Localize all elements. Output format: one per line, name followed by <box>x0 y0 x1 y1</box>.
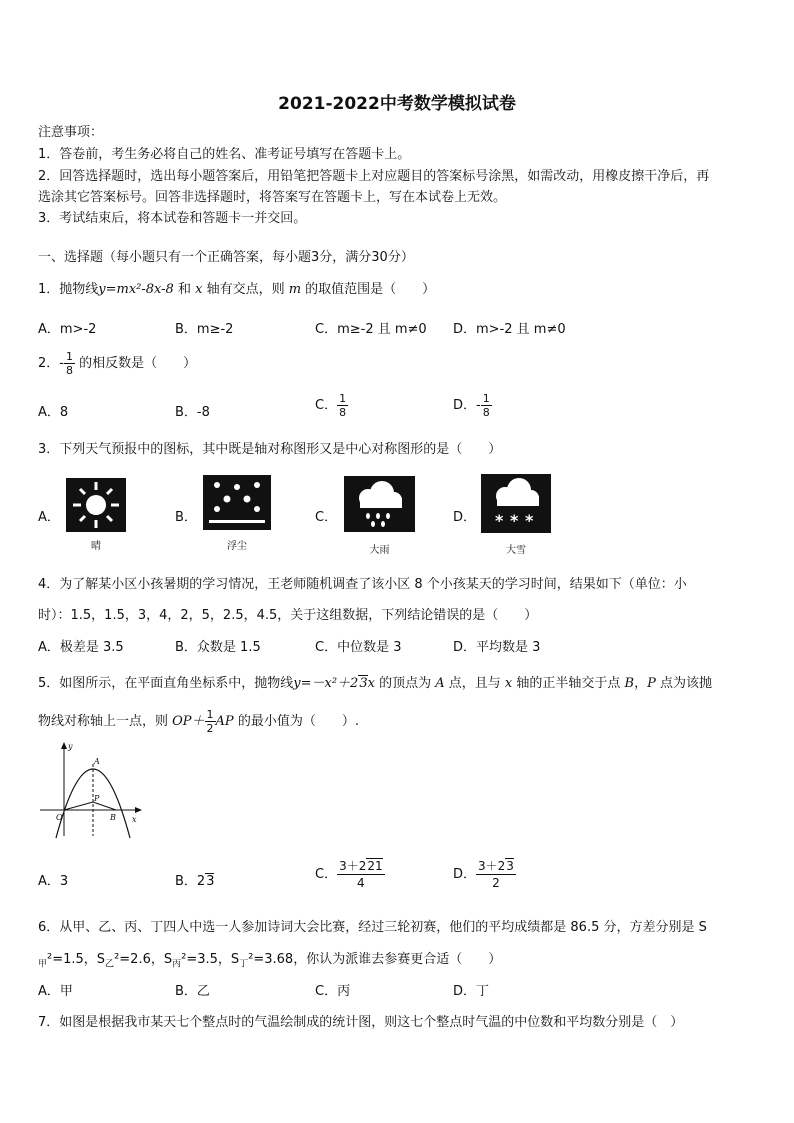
q5-option-d: D． $\frac{3+23}{2}$ <box>453 859 514 890</box>
graph-o-label: O <box>56 813 63 822</box>
notice-heading: 注意事项： <box>38 125 104 140</box>
notice-line-1: 1．答卷前，考生务必将自己的姓名、准考证号填写在答题卡上。 <box>38 147 411 162</box>
q2-option-a: A．8 <box>38 405 69 420</box>
sun-icon <box>66 478 126 532</box>
graph-p-label: P <box>94 794 100 803</box>
question-6-line-2: $_甲$²=1.5，$S_乙^2=2.6$，$S_丙^2=3.5$，$S_丁^2=3.68$，你认为派谁去参赛更合适（ ） <box>38 952 502 970</box>
q2-option-b: B．-8 <box>175 405 210 420</box>
q1-text-c: 轴有交点，则 <box>202 282 289 297</box>
notice-line-3: 选涂其它答案标号。回答非选择题时，将答案写在答题卡上，写在本试卷上无效。 <box>38 190 507 205</box>
question-5-line-1: 5．如图所示，在平面直角坐标系中，抛物线y=－x²＋23x 的顶点为 A 点，且与 x 轴的正半轴交于点 B，P 点为该抛 <box>38 676 712 691</box>
notice-line-4: 3．考试结束后，将本试卷和答题卡一并交回。 <box>38 211 307 226</box>
q3-caption-d: 大雪 <box>506 545 526 556</box>
svg-text:*: * <box>525 511 534 530</box>
q1-formula: y=mx²-8x-8 <box>98 282 174 297</box>
question-3: 3．下列天气预报中的图标，其中既是轴对称图形又是中心对称图形的是（ ） <box>38 442 502 457</box>
graph-b-label: B <box>110 813 116 822</box>
svg-text:*: * <box>510 511 519 530</box>
parabola-graph <box>36 740 146 840</box>
q5-option-a: A．3 <box>38 874 69 889</box>
q1-option-a: A．m>-2 <box>38 322 97 337</box>
notice-line-2: 2．回答选择题时，选出每小题答案后，用铅笔把答题卡上对应题目的答案标号涂黑，如需改动，用橡皮擦干净后，再 <box>38 169 710 184</box>
q3-option-b: B． <box>175 510 197 525</box>
graph-a-label: A <box>94 757 100 766</box>
q2-fraction: $\frac{1}{8}$ <box>65 350 73 377</box>
q4-option-b: B．众数是 1.5 <box>175 640 261 655</box>
q3-caption-b: 浮尘 <box>227 541 247 552</box>
q3-option-d: D． <box>453 510 477 525</box>
q2-option-c: C． $\frac{1}{8}$ <box>315 392 347 419</box>
graph-y-label: y <box>68 742 73 751</box>
q4-option-a: A．极差是 3.5 <box>38 640 124 655</box>
question-4-line-2: 时）：1.5，1.5，3，4，2，5，2.5，4.5，关于这组数据，下列结论错误的是（ ） <box>38 608 538 623</box>
q1-text-a: 1．抛物线 <box>38 282 99 297</box>
q3-option-a: A． <box>38 510 60 525</box>
q1-option-c: C．m≥-2 且 m≠0 <box>315 322 427 337</box>
question-7: 7．如图是根据我市某天七个整点时的气温绘制成的统计图，则这七个整点时气温的中位数和平均数分别是（ ） <box>38 1015 684 1030</box>
q5-option-b: B．23 <box>175 874 215 889</box>
question-1 <box>38 278 435 297</box>
q1-m: m <box>288 282 302 297</box>
q2-text-b: 的相反数是（ ） <box>74 356 197 371</box>
q1-text-d: 的取值范围是（ ） <box>301 282 436 297</box>
q1-option-b: B．m≥-2 <box>175 322 234 337</box>
question-2 <box>38 350 196 377</box>
q3-caption-a: 晴 <box>91 541 101 552</box>
section-heading: 一、选择题（每小题只有一个正确答案，每小题3分，满分30分） <box>38 250 414 265</box>
q4-option-c: C．中位数是 3 <box>315 640 402 655</box>
q1-text-b: 和 <box>173 282 196 297</box>
q6-option-a: A．甲 <box>38 984 73 999</box>
q6-option-d: D．丁 <box>453 984 490 999</box>
q6-option-c: C．丙 <box>315 984 351 999</box>
question-6-line-1: 6．从甲、乙、丙、丁四人中选一人参加诗词大会比赛，经过三轮初赛，他们的平均成绩都是 86.5 分，方差分别是 S <box>38 920 707 935</box>
q1-x: x <box>195 282 203 297</box>
q2-option-d: D．- $\frac{1}{8}$ <box>453 392 490 419</box>
question-4-line-1: 4．为了解某小区小孩暑期的学习情况，王老师随机调查了该小区 8 个小孩某天的学习时间，结果如下（单位：小 <box>38 577 687 592</box>
heavy-snow-icon <box>481 474 551 533</box>
q5-option-c: C． $\frac{3+221}{4}$ <box>315 859 383 890</box>
dust-icon <box>203 475 271 530</box>
heavy-rain-icon <box>344 476 415 532</box>
q3-option-c: C． <box>315 510 338 525</box>
q4-option-d: D．平均数是 3 <box>453 640 541 655</box>
q6-option-b: B．乙 <box>175 984 210 999</box>
page-title: 2021-2022中考数学模拟试卷 <box>278 94 516 114</box>
q1-option-d: D．m>-2 且 m≠0 <box>453 322 566 337</box>
question-5-line-2: 物线对称轴上一点，则 OP＋ $\frac{1}{2}$ AP 的最小值为（ ）. <box>38 708 359 735</box>
graph-x-label: x <box>132 815 137 824</box>
q2-text-a: 2．- <box>38 356 64 371</box>
q3-caption-c: 大雨 <box>369 545 390 556</box>
svg-text:*: * <box>495 511 504 530</box>
